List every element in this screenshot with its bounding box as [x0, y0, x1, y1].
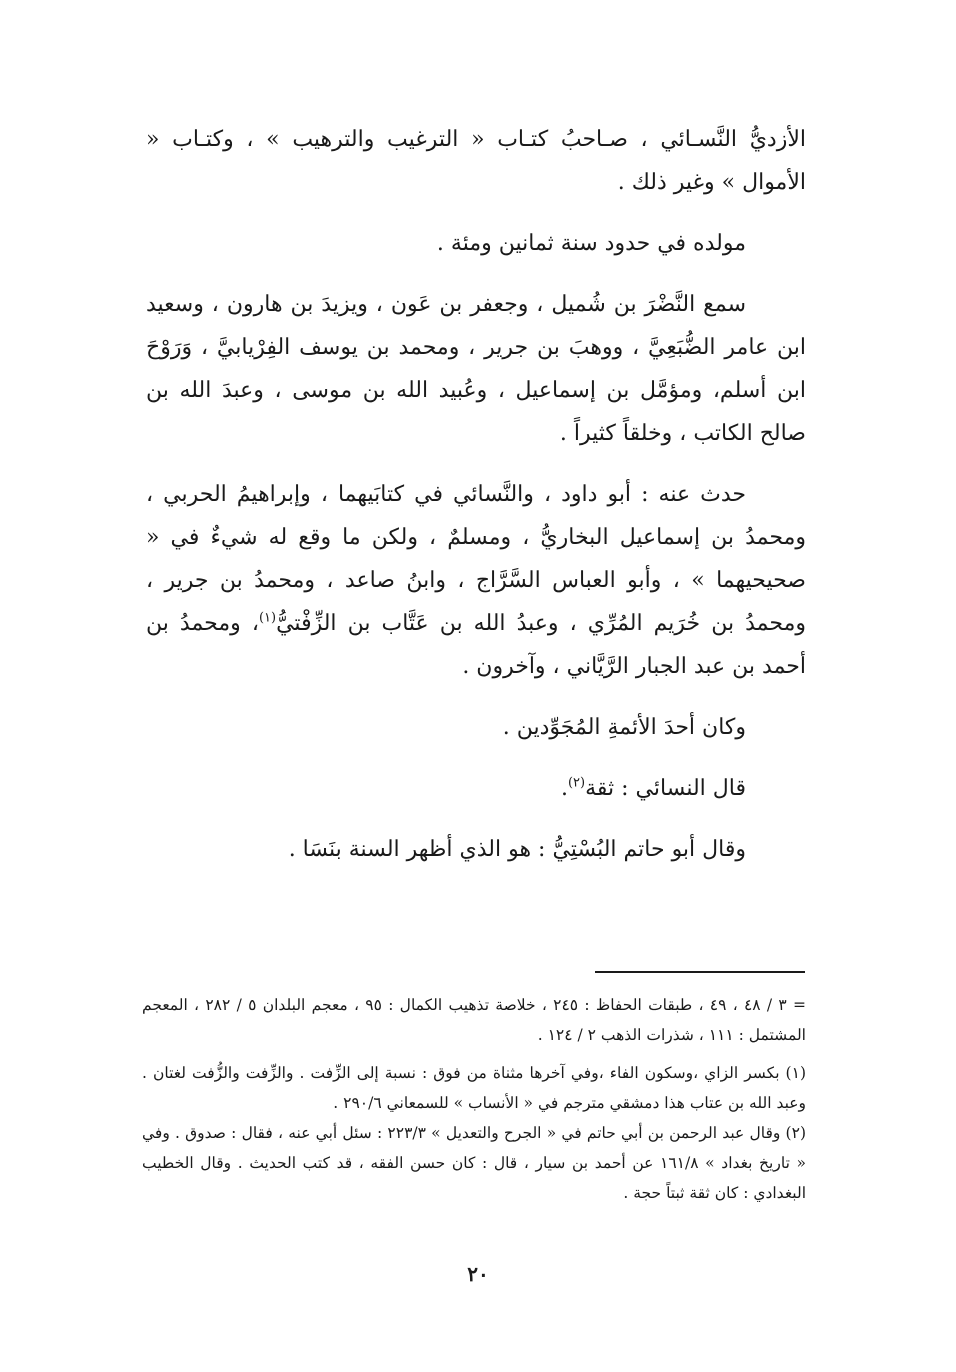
- paragraph-7: وقال أبو حاتم البُسْتِيُّ : هو الذي أظهر السنة بنَسَا .: [288, 837, 746, 862]
- paragraph-4-text-a: حدث عنه : أبو داود ، والنَّسائي في كتابَيهما ، وإبراهيمُ الحربي ، ومحمدُ بن إسماعيل البخاريُّ ، ومسلمٌ ، ولكن ما وقع له شيءٌ في « صحيحيهما » ، وأبو العباس السَّرَّاج ، وابنُ صاعد ، ومحمدُ بن جرير ، ومحمدُ بن خُرَيم المُرِّي ، وعبدُ الله بن عَتَّاب بن الزِّفْتيُّ: [146, 482, 806, 636]
- paragraph-1: الأزديُّ النَّسـائي ، صـاحبُ كتـاب « الترغيب والترهيب » ، وكتـاب « الأموال » وغير ذلك .: [146, 127, 806, 195]
- paragraph-4-text-b: ، ومحمدُ بن أحمد بن عبد الجبار الرَّيَّاني ، وآخرون .: [146, 611, 806, 679]
- footnotes: [142, 990, 806, 1208]
- main-text: [146, 118, 806, 871]
- paragraph-6: [146, 767, 806, 810]
- paragraph-4: [146, 473, 806, 688]
- footnote-ref-2: (٢): [567, 775, 586, 791]
- paragraph-2: مولده في حدود سنة ثمانين ومئة .: [436, 231, 746, 256]
- paragraph-3: سمع النَّضْرَ بن شُميل ، وجعفر بن عَون ، ويزيدَ بن هارون ، وسعيد ابن عامر الضُّبَعِيَّ ، ووهبَ بن جرير ، ومحمد بن يوسف الفِرْيابيَّ ، وَرَوْحَ ابن أسلم، ومؤمَّل بن إسماعيل ، وعُبيد الله بن موسى ، وعبدَ الله بن صالح الكاتب ، وخلقاً كثيراً .: [146, 292, 806, 446]
- paragraph-6-text-b: .: [560, 776, 568, 801]
- footnote-continuation: = ٣ / ٤٨ ، ٤٩ ، طبقات الحفاظ : ٢٤٥ ، خلاصة تذهيب الكمال : ٩٥ ، معجم البلدان ٥ / ٢٨٢ ، المعجم المشتمل : ١١١ ، شذرات الذهب ٢ / ١٢٤ .: [142, 996, 806, 1044]
- footnote-ref-1: (١): [258, 610, 277, 626]
- paragraph-6-text-a: قال النسائي : ثقة: [585, 776, 746, 801]
- footnote-1: (١) بكسر الزاي ،وسكون الفاء ،وفي آخرها مثناة من فوق : نسبة إلى الزِّفت . والزِّفت والزُّفت لغتان . وعبد الله بن عتاب هذا دمشقي مترجم في « الأنساب » للسمعاني ٢٩٠/٦ .: [142, 1064, 806, 1112]
- footnote-2: (٢) وقال عبد الرحمن بن أبي حاتم في « الجرح والتعديل » ٢٢٣/٣ : سئل أبي عنه ، فقال : صدوق . وفي « تاريخ بغداد » ١٦١/٨ عن أحمد بن سيار ، قال : كان حسن الفقه ، قد كتب الحديث . وقال الخطيب البغدادي : كان ثقة ثبتاً حجة .: [142, 1124, 807, 1202]
- page-number: ٢٠: [467, 1262, 489, 1286]
- paragraph-5: وكان أحدَ الأئمةِ المُجَوِّدين .: [502, 715, 746, 740]
- footnote-separator: [595, 971, 805, 973]
